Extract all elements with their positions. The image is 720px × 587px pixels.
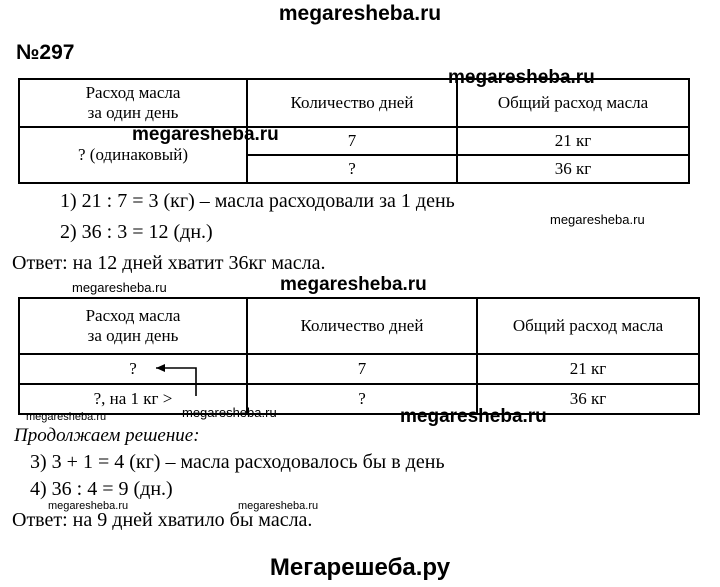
footer-title: Мегарешеба.ру [269, 554, 451, 581]
table-1-header-per-day-line1: Расход масла [85, 83, 181, 102]
table-row [19, 354, 699, 384]
watermark: megaresheba.ru [280, 274, 427, 295]
table-2-header-per-day [19, 298, 247, 354]
table-1 [18, 78, 690, 184]
table-2-header-per-day-line2: за один день [87, 326, 179, 345]
arrow-up-left-icon [150, 360, 210, 400]
table-2-days-2: ? [247, 384, 477, 414]
table-2-header-days: Количество дней [247, 298, 477, 354]
table-2 [18, 297, 700, 415]
table-1-header-days: Количество дней [247, 79, 457, 127]
solution-step-2: 2) 36 : 3 = 12 (дн.) [60, 221, 213, 243]
watermark: megaresheba.ru [26, 411, 107, 423]
solution-step-3: 3) 3 + 1 = 4 (кг) – масла расходовалось бы в день [30, 451, 445, 473]
table-2-header-per-day-line1: Расход масла [85, 306, 181, 325]
watermark: megaresheba.ru [448, 67, 595, 88]
table-1-header-total: Общий расход масла [457, 79, 689, 127]
table-1-total-2: 36 кг [457, 155, 689, 183]
problem-number: №297 [16, 41, 75, 64]
table-1-header-per-day-line2: за один день [87, 103, 179, 122]
watermark: megaresheba.ru [182, 405, 277, 420]
table-1-days-2: ? [247, 155, 457, 183]
watermark: megaresheba.ru [400, 406, 547, 427]
watermark: megaresheba.ru [72, 280, 167, 295]
table-1-total-1: 21 кг [457, 127, 689, 155]
site-title: megaresheba.ru [278, 2, 442, 25]
watermark: megaresheba.ru [238, 500, 319, 512]
watermark: megaresheba.ru [48, 500, 129, 512]
solution-step-1: 1) 21 : 7 = 3 (кг) – масла расходовали за 1 день [60, 190, 455, 212]
table-2-per-day-2: ?, на 1 кг > [19, 384, 247, 414]
solution-step-4: 4) 36 : 4 = 9 (дн.) [30, 478, 173, 500]
answer-2: Ответ: на 9 дней хватило бы масла. [12, 509, 313, 531]
table-1-header-per-day [19, 79, 247, 127]
table-row [19, 127, 689, 155]
table-1-per-day-value: ? (одинаковый) [19, 127, 247, 183]
table-2-header-total: Общий расход масла [477, 298, 699, 354]
table-1-days-1: 7 [247, 127, 457, 155]
table-2-total-1: 21 кг [477, 354, 699, 384]
table-2-header-row [19, 298, 699, 354]
watermark: megaresheba.ru [550, 212, 645, 227]
watermark: megaresheba.ru [132, 124, 279, 145]
answer-1: Ответ: на 12 дней хватит 36кг масла. [12, 252, 326, 274]
table-row [19, 384, 699, 414]
table-2-total-2: 36 кг [477, 384, 699, 414]
table-2-per-day-1: ? [19, 354, 247, 384]
continue-solution: Продолжаем решение: [14, 425, 200, 446]
table-2-days-1: 7 [247, 354, 477, 384]
